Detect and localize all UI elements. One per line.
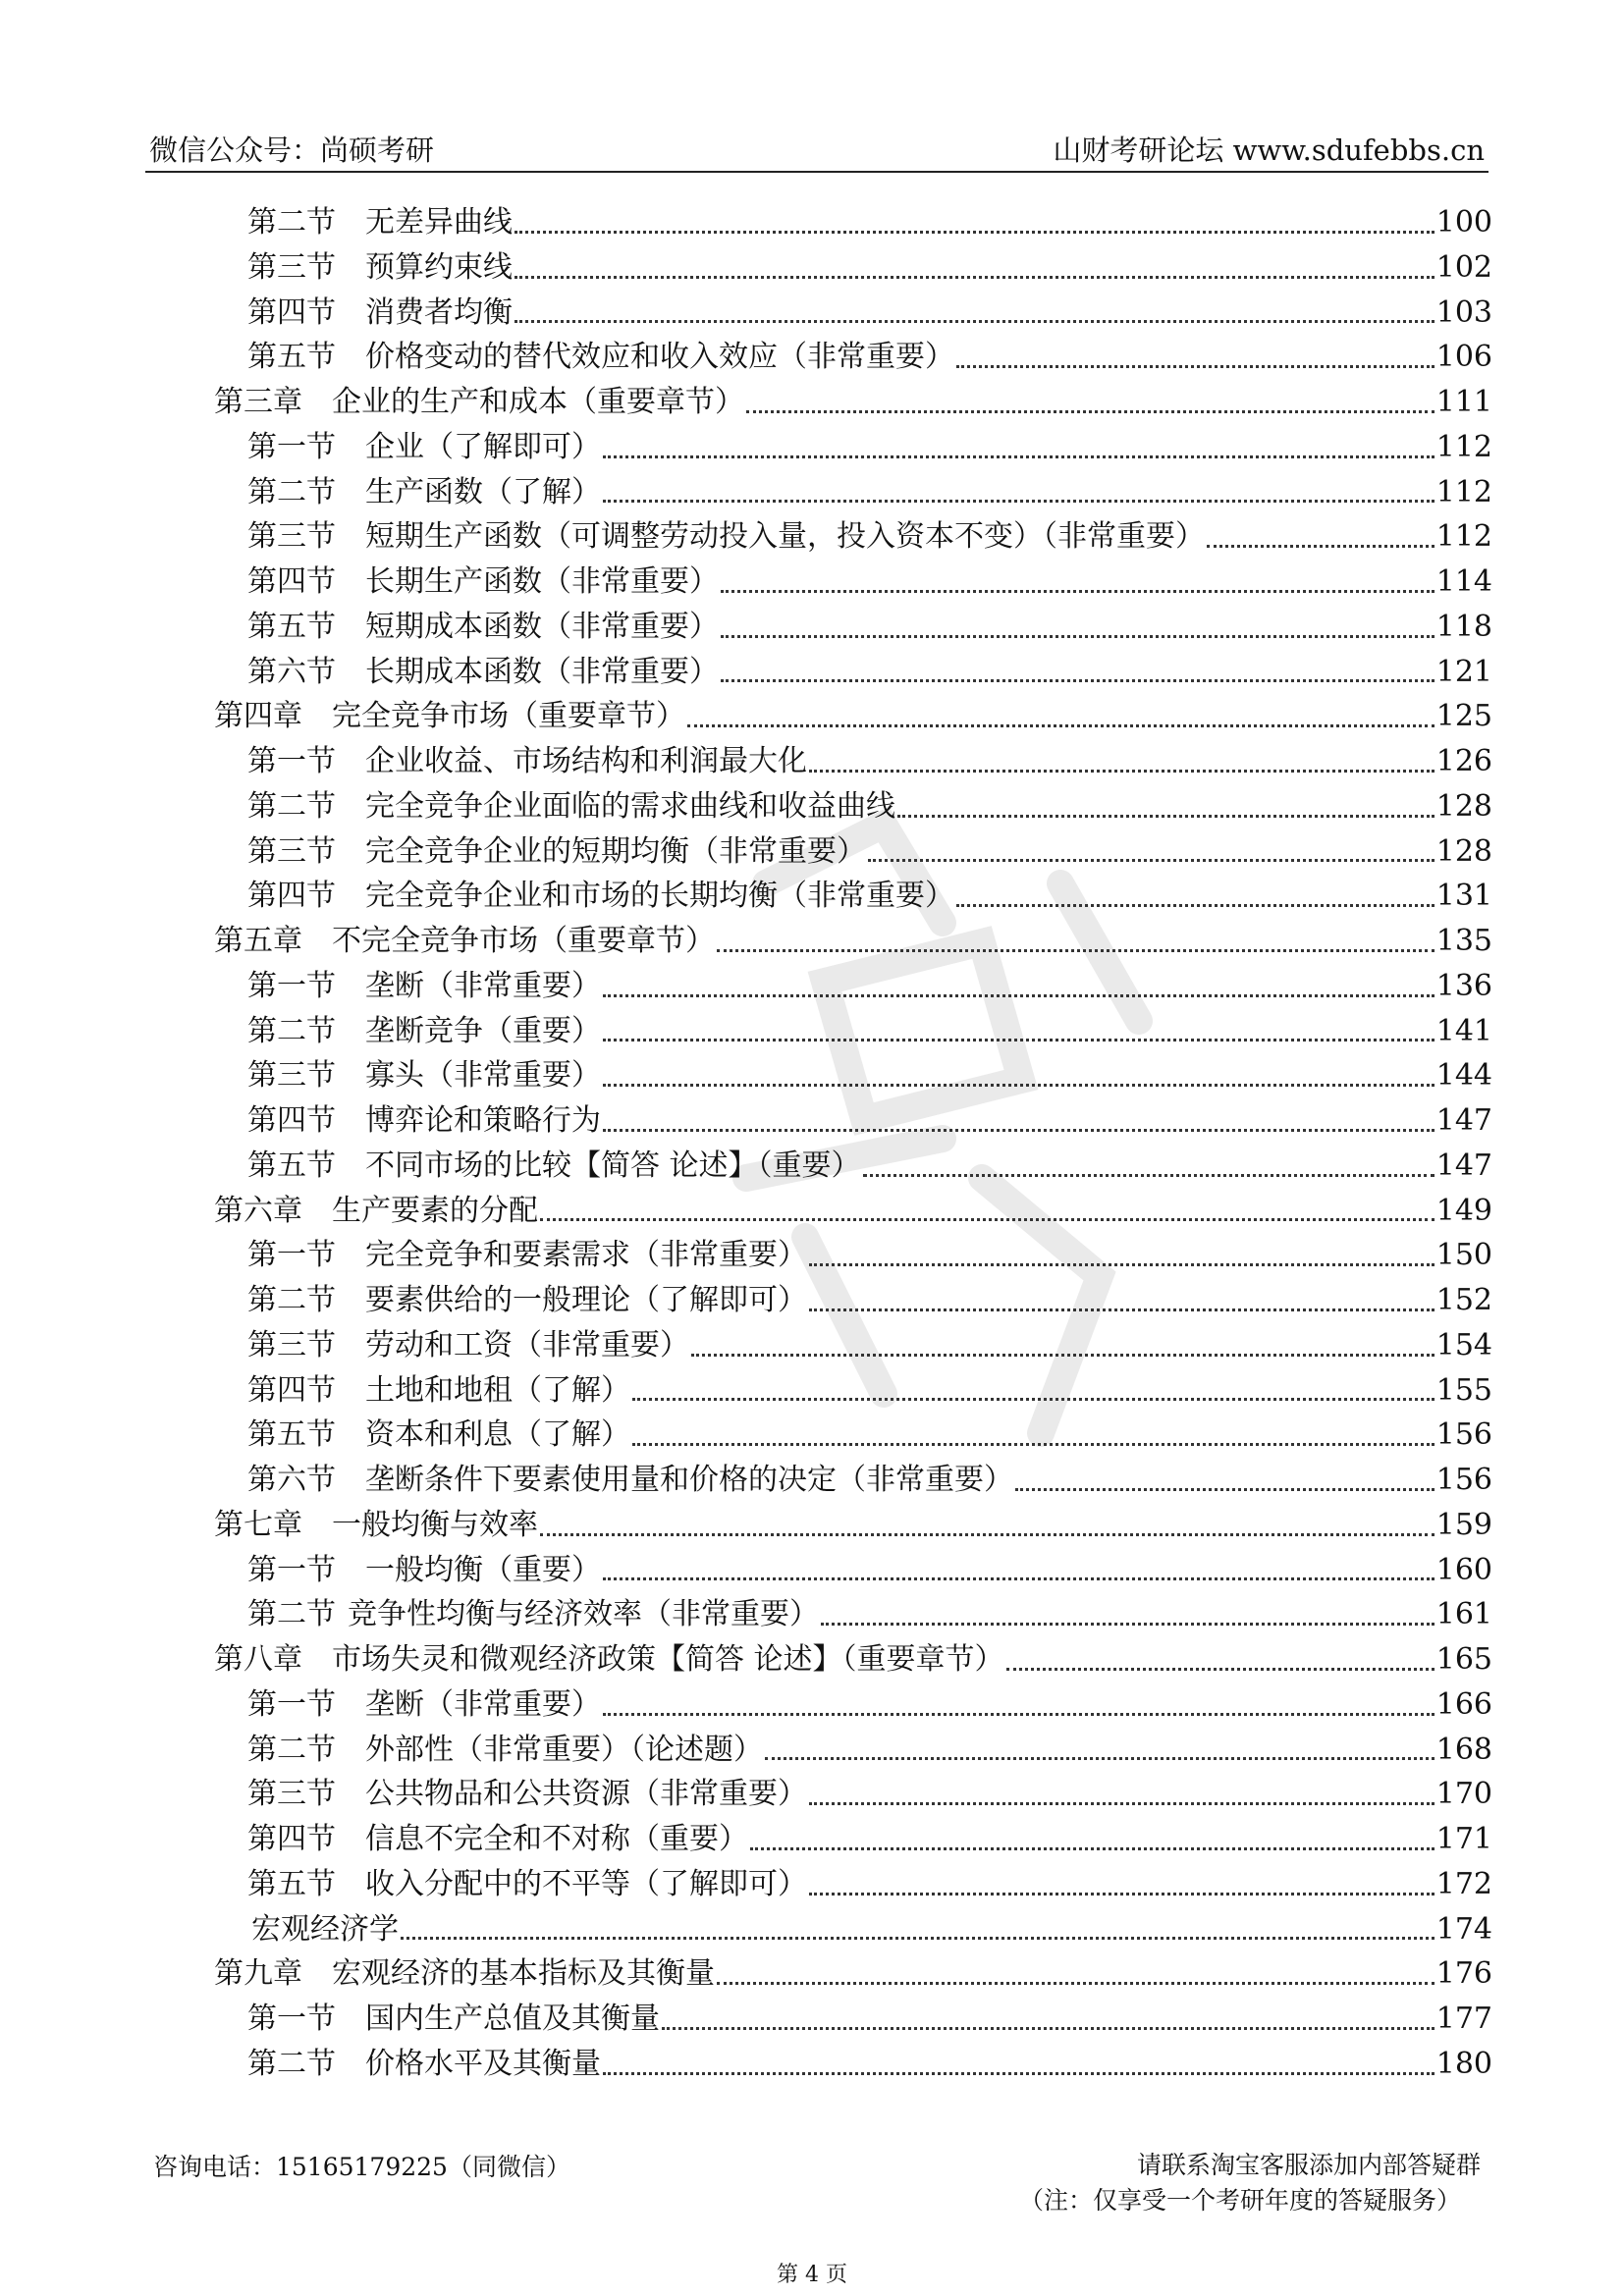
toc-entry[interactable] [247,335,1492,380]
toc-entry[interactable] [247,1323,1492,1368]
toc-entry-title: 寡头（非常重要） [365,1058,601,1094]
toc-dot-leader [717,1980,1435,1985]
toc-entry-page: 100 [1435,205,1492,240]
toc-entry-page: 159 [1435,1507,1492,1542]
toc-entry-page: 141 [1435,1013,1492,1048]
toc-dot-leader [956,902,1435,907]
toc-entry-label: 第七章 [214,1507,302,1542]
toc-entry[interactable] [214,1189,1492,1234]
toc-dot-leader [691,1352,1435,1357]
toc-entry-label: 第四章 [214,699,302,734]
toc-entry-label: 第五节 [247,609,336,644]
toc-dot-leader [721,677,1435,682]
toc-entry-title: 竞争性均衡与经济效率（非常重要） [348,1597,819,1632]
toc-dot-leader [603,1575,1435,1580]
toc-entry[interactable] [247,650,1492,695]
toc-entry-label: 第四节 [247,1822,336,1856]
toc-entry-page: 112 [1435,429,1492,464]
toc-dot-leader [809,768,1435,773]
footer-note-line1: 请联系淘宝客服添加内部答疑群 [1136,2151,1481,2179]
toc-entry-title: 完全竞争市场（重要章节） [332,699,685,734]
toc-dot-leader [868,857,1435,862]
toc-entry-title: 公共物品和公共资源（非常重要） [365,1777,807,1812]
toc-entry-page: 136 [1435,968,1492,1003]
page-number: 第 4 页 [777,2263,847,2287]
toc-entry[interactable] [247,874,1492,919]
toc-entry-label: 第五节 [247,340,336,375]
toc-dot-leader [603,454,1435,458]
toc-entry[interactable] [247,200,1492,245]
header-forum: 山财考研论坛 www.sdufebbs.cn [1053,133,1485,167]
toc-entry-title: 一般均衡与效率 [332,1507,538,1542]
toc-entry-label: 第三节 [247,1327,336,1362]
toc-entry[interactable] [247,1682,1492,1728]
toc-entry[interactable] [247,560,1492,605]
toc-entry-page: 126 [1435,744,1492,778]
toc-entry[interactable] [247,1278,1492,1323]
toc-dot-leader [956,363,1435,368]
toc-dot-leader [809,1307,1435,1311]
toc-entry-title: 要素供给的一般理论（了解即可） [365,1283,807,1317]
toc-dot-leader [809,1800,1435,1805]
toc-entry-label: 第二节 [247,788,336,824]
toc-dot-leader [687,722,1435,727]
toc-entry[interactable] [247,470,1492,515]
toc-entry[interactable] [214,380,1492,425]
toc-entry-page: 152 [1435,1283,1492,1317]
table-of-contents [214,200,1492,2087]
toc-entry-title: 企业的生产和成本（重要章节） [332,385,744,419]
toc-entry-page: 128 [1435,833,1492,869]
toc-entry[interactable] [247,784,1492,829]
toc-entry-title: 收入分配中的不平等（了解即可） [365,1866,807,1901]
toc-entry-label: 第五章 [214,924,302,958]
toc-entry-title: 市场失灵和微观经济政策【简答 论述】（重要章节） [332,1642,1004,1677]
toc-entry[interactable] [247,1458,1492,1503]
toc-dot-leader [897,813,1435,818]
toc-entry[interactable] [247,1862,1492,1907]
toc-entry-page: 165 [1435,1642,1492,1677]
toc-entry-page: 177 [1435,2002,1492,2036]
toc-entry[interactable] [214,1637,1492,1682]
toc-dot-leader [603,1711,1435,1716]
toc-dot-leader [721,633,1435,638]
toc-entry-title: 短期生产函数（可调整劳动投入量，投入资本不变）（非常重要） [365,519,1205,555]
toc-dot-leader [603,1127,1435,1132]
toc-dot-leader [401,1935,1435,1940]
toc-entry-page: 135 [1435,924,1492,958]
toc-entry-label: 第三节 [247,1058,336,1094]
toc-dot-leader [821,1621,1435,1626]
toc-entry[interactable] [247,291,1492,336]
toc-entry-page: 102 [1435,249,1492,285]
toc-dot-leader [514,318,1435,323]
toc-entry-title: 无差异曲线 [365,205,513,240]
toc-entry-page: 106 [1435,340,1492,375]
toc-entry-label: 第四节 [247,1372,336,1408]
toc-entry-title: 消费者均衡 [365,294,513,330]
toc-entry[interactable] [214,694,1492,739]
toc-entry-title: 企业（了解即可） [365,429,601,464]
toc-entry[interactable] [247,1772,1492,1817]
toc-entry-label: 第六节 [247,654,336,689]
toc-entry-page: 160 [1435,1552,1492,1587]
toc-entry-title: 一般均衡（重要） [365,1552,601,1587]
toc-entry[interactable] [251,1907,1492,1952]
toc-entry-page: 161 [1435,1597,1492,1632]
toc-entry-title: 企业收益、市场结构和利润最大化 [365,744,807,778]
toc-entry-page: 176 [1435,1956,1492,1992]
toc-entry[interactable] [247,1053,1492,1098]
toc-dot-leader [603,498,1435,503]
toc-entry-title: 短期成本函数（非常重要） [365,609,719,644]
toc-dot-leader [632,1396,1435,1401]
toc-dot-leader [717,947,1435,952]
toc-entry[interactable] [247,964,1492,1009]
toc-entry[interactable] [247,1728,1492,1773]
toc-entry-label: 第四节 [247,879,336,914]
toc-entry-label: 第二节 [247,1732,336,1767]
toc-entry-page: 112 [1435,519,1492,555]
toc-entry-page: 166 [1435,1686,1492,1722]
toc-entry-page: 156 [1435,1417,1492,1453]
footer-contact: 咨询电话：15165179225（同微信） [153,2153,570,2181]
toc-entry-label: 第六节 [247,1463,336,1497]
toc-entry-page: 154 [1435,1327,1492,1362]
toc-entry[interactable] [247,1592,1492,1637]
toc-entry-page: 170 [1435,1777,1492,1812]
toc-entry[interactable] [247,514,1492,560]
toc-entry-title: 价格水平及其衡量 [365,2046,601,2081]
toc-entry-page: 156 [1435,1463,1492,1497]
toc-dot-leader [540,1531,1435,1536]
toc-entry-label: 第四节 [247,564,336,599]
toc-entry-label: 第一节 [247,968,336,1003]
toc-dot-leader [662,2025,1435,2030]
toc-entry-label: 第三章 [214,385,302,419]
toc-entry-title: 不同市场的比较【简答 论述】（重要） [365,1148,861,1183]
toc-entry-label: 第二节 [247,1283,336,1317]
toc-entry-title: 国内生产总值及其衡量 [365,2002,660,2036]
toc-entry-page: 172 [1435,1866,1492,1901]
toc-entry-label: 第二节 [247,1597,336,1632]
toc-entry[interactable] [247,245,1492,291]
toc-dot-leader [765,1755,1435,1760]
toc-entry[interactable] [247,829,1492,875]
toc-entry-page: 149 [1435,1193,1492,1228]
toc-entry-page: 111 [1435,385,1492,419]
toc-dot-leader [603,2070,1435,2075]
toc-entry-label: 第二节 [247,1013,336,1048]
toc-entry-page: 112 [1435,474,1492,509]
toc-entry-title: 生产要素的分配 [332,1193,538,1228]
toc-dot-leader [809,1261,1435,1266]
toc-entry-title: 长期成本函数（非常重要） [365,654,719,689]
toc-entry-title: 垄断条件下要素使用量和价格的决定（非常重要） [365,1463,1013,1497]
toc-entry-title: 垄断（非常重要） [365,1686,601,1722]
page-header [145,110,1489,173]
toc-entry-page: 114 [1435,564,1492,599]
toc-entry-label: 第三节 [247,249,336,285]
toc-entry-label: 第六章 [214,1193,302,1228]
toc-entry-label: 第一节 [247,1686,336,1722]
toc-entry-title: 资本和利息（了解） [365,1417,630,1453]
toc-dot-leader [540,1216,1435,1221]
toc-entry-label: 第二节 [247,2046,336,2081]
toc-entry[interactable] [247,1997,1492,2042]
toc-dot-leader [603,1037,1435,1041]
toc-dot-leader [721,588,1435,593]
toc-entry-title: 宏观经济学 [251,1911,399,1947]
toc-entry[interactable] [247,1098,1492,1144]
toc-dot-leader [603,992,1435,997]
toc-dot-leader [750,1845,1435,1850]
toc-entry-page: 171 [1435,1822,1492,1856]
toc-entry-label: 第三节 [247,519,336,555]
toc-entry-label: 第一节 [247,744,336,778]
toc-entry[interactable] [247,1368,1492,1414]
toc-entry[interactable] [214,1503,1492,1548]
toc-entry-title: 垄断（非常重要） [365,968,601,1003]
toc-dot-leader [1015,1486,1435,1491]
toc-entry-page: 168 [1435,1732,1492,1767]
toc-entry[interactable] [247,2042,1492,2087]
footer-note [1019,2148,1481,2218]
toc-dot-leader [863,1172,1435,1177]
toc-entry-label: 第三节 [247,1777,336,1812]
toc-dot-leader [1207,543,1435,548]
toc-entry-label: 第二节 [247,205,336,240]
toc-entry-page: 147 [1435,1103,1492,1138]
toc-entry-title: 完全竞争企业面临的需求曲线和收益曲线 [365,788,895,824]
toc-entry-label: 第二节 [247,474,336,509]
footer-note-line2: （注：仅享受一个考研年度的答疑服务） [1018,2186,1461,2215]
toc-dot-leader [514,229,1435,234]
toc-entry-title: 博弈论和策略行为 [365,1103,601,1138]
toc-entry-title: 宏观经济的基本指标及其衡量 [332,1956,715,1992]
toc-entry-title: 长期生产函数（非常重要） [365,564,719,599]
toc-entry[interactable] [247,1817,1492,1862]
toc-entry-page: 118 [1435,609,1492,644]
toc-entry[interactable] [214,1951,1492,1997]
header-wechat: 微信公众号：尚硕考研 [149,133,435,167]
toc-entry-label: 第一节 [247,1552,336,1587]
toc-entry-label: 第五节 [247,1417,336,1453]
toc-entry-page: 128 [1435,788,1492,824]
toc-entry[interactable] [247,1548,1492,1593]
toc-entry-title: 完全竞争和要素需求（非常重要） [365,1238,807,1273]
toc-entry-label: 第三节 [247,833,336,869]
toc-entry[interactable] [247,425,1492,470]
toc-entry-label: 第四节 [247,1103,336,1138]
toc-entry-title: 劳动和工资（非常重要） [365,1327,689,1362]
toc-entry-title: 完全竞争企业和市场的长期均衡（非常重要） [365,879,954,914]
toc-entry-title: 垄断竞争（重要） [365,1013,601,1048]
toc-dot-leader [632,1441,1435,1446]
toc-entry-page: 174 [1435,1911,1492,1947]
toc-dot-leader [809,1891,1435,1896]
toc-entry-page: 121 [1435,654,1492,689]
toc-entry-label: 第五节 [247,1148,336,1183]
toc-entry-title: 价格变动的替代效应和收入效应（非常重要） [365,340,954,375]
toc-entry-label: 第九章 [214,1956,302,1992]
toc-entry[interactable] [247,1413,1492,1458]
toc-entry[interactable] [247,1009,1492,1054]
toc-dot-leader [603,1082,1435,1087]
toc-entry-label: 第一节 [247,2002,336,2036]
toc-entry[interactable] [247,739,1492,784]
toc-entry-page: 103 [1435,294,1492,330]
toc-entry[interactable] [247,1233,1492,1278]
toc-entry-page: 131 [1435,879,1492,914]
toc-entry-page: 147 [1435,1148,1492,1183]
toc-entry-page: 125 [1435,699,1492,734]
toc-entry-label: 第一节 [247,1238,336,1273]
toc-entry-label: 第八章 [214,1642,302,1677]
toc-dot-leader [1006,1666,1435,1671]
toc-entry-page: 155 [1435,1372,1492,1408]
toc-entry-label: 第五节 [247,1866,336,1901]
toc-entry-title: 完全竞争企业的短期均衡（非常重要） [365,833,866,869]
toc-entry-title: 土地和地租（了解） [365,1372,630,1408]
toc-entry-page: 144 [1435,1058,1492,1094]
toc-entry[interactable] [247,1144,1492,1189]
toc-entry-page: 180 [1435,2046,1492,2081]
toc-entry-title: 生产函数（了解） [365,474,601,509]
toc-entry-label: 第一节 [247,429,336,464]
toc-entry-title: 外部性（非常重要）（论述题） [365,1732,763,1767]
toc-dot-leader [514,274,1435,279]
toc-entry-title: 信息不完全和不对称（重要） [365,1822,748,1856]
toc-entry-label: 第四节 [247,294,336,330]
toc-entry-title: 不完全竞争市场（重要章节） [332,924,715,958]
toc-entry[interactable] [247,605,1492,650]
toc-entry[interactable] [214,919,1492,964]
toc-dot-leader [746,408,1435,413]
toc-entry-page: 150 [1435,1238,1492,1273]
toc-entry-title: 预算约束线 [365,249,513,285]
